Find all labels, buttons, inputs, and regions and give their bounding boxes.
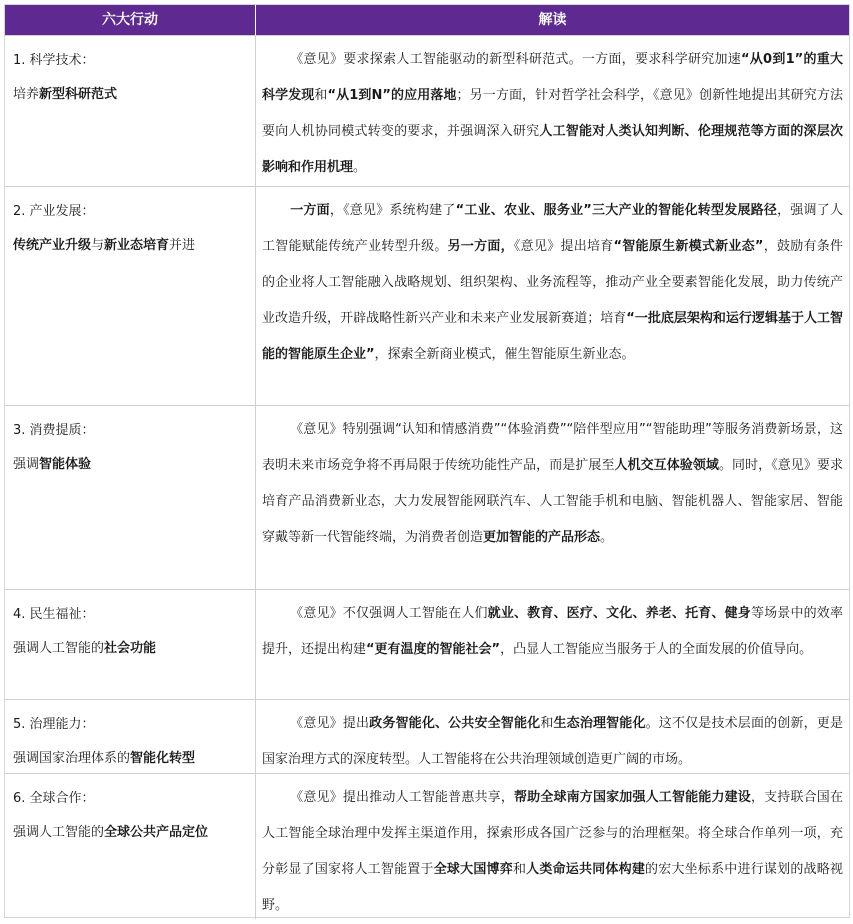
body-text: 与 (91, 238, 105, 253)
table-row (5, 699, 849, 774)
emphasis-text: “工业、农业、服务业”三大产业的智能化转型发展路径 (455, 203, 778, 218)
emphasis-text: 社会功能 (104, 641, 157, 656)
emphasis-text: 政务智能化、公共安全智能化 (369, 716, 541, 731)
emphasis-text: “更有温度的智能社会” (366, 642, 501, 657)
body-text: ，探索全新商业模式，催生智能原生新业态。 (374, 347, 635, 362)
emphasis-text: 一方面 (290, 203, 330, 218)
action-cell (5, 590, 256, 700)
emphasis-text: 更加智能的产品形态 (483, 530, 601, 545)
action-subtitle (13, 747, 195, 766)
body-text: 强调人工智能的 (13, 641, 105, 656)
emphasis-text: 另一方面， (447, 239, 514, 254)
body-text: 《意见》提出推动人工智能普惠共享， (290, 790, 514, 805)
header-interpretation: 解读 (538, 12, 567, 28)
action-cell (5, 700, 256, 774)
interpretation-cell (256, 406, 849, 590)
body-text: 培养 (13, 87, 40, 102)
body-text: 和 (512, 862, 527, 877)
table-row (5, 589, 849, 700)
interpretation-cell (256, 700, 849, 774)
interpretation-cell (256, 590, 849, 700)
emphasis-text: “一批底层架构和运行逻辑基于人工智能的智能原生企业” (262, 311, 843, 362)
action-cell (5, 406, 256, 590)
table-row (5, 35, 849, 187)
action-title: 5. 治理能力： (13, 717, 95, 732)
interpretation-text (262, 42, 843, 186)
body-text: ；另一方面，针对哲学社会科学，《意见》创新性地提出其研究方法要向人机协同模式转变的要求，并强调深入研究 (262, 88, 843, 139)
body-text: 。 (353, 160, 367, 175)
action-title: 4. 民生福祉： (13, 607, 95, 622)
body-text: 强调 (13, 457, 40, 472)
body-text: 的宏大坐标系中进行谋划的战略视野。 (262, 862, 843, 913)
emphasis-text: 就业、教育、医疗、文化、养老、托育、健身 (487, 606, 751, 621)
action-title: 2. 产业发展： (13, 204, 95, 219)
emphasis-text: 人工智能对人类认知判断、伦理规范等方面的深层次影响和作用机理 (262, 124, 843, 175)
interpretation-text (262, 706, 843, 778)
body-text: 和 (540, 716, 554, 731)
interpretation-cell (256, 774, 849, 919)
action-title: 1. 科学技术： (13, 53, 95, 68)
interpretation-text (262, 780, 843, 924)
interpretation-text (262, 193, 843, 373)
action-subtitle (13, 453, 91, 472)
emphasis-text: “从0到1”的重大科学发现 (262, 52, 843, 103)
body-text: ，支持联合国在人工智能全球治理中发挥主渠道作用，探索形成各国广泛参与的治理框架。将全球合作单列一项，充分彰显了国家将人工智能置于 (262, 790, 843, 877)
action-title: 6. 全球合作： (13, 791, 95, 806)
emphasis-text: 生态治理智能化 (553, 716, 646, 731)
emphasis-text: “从1到N”的应用落地 (327, 88, 457, 103)
action-subtitle (13, 637, 156, 656)
emphasis-text: 智能体验 (39, 457, 92, 472)
table-row (5, 405, 849, 590)
table-row (5, 186, 849, 406)
table-row (5, 773, 849, 919)
emphasis-text: 全球公共产品定位 (104, 825, 209, 840)
header-actions: 六大行动 (5, 5, 256, 35)
interpretation-cell (256, 36, 849, 187)
emphasis-text: 智能化转型 (130, 751, 196, 766)
emphasis-text: 人类命运共同体构建 (526, 862, 646, 877)
action-title: 3. 消费提质： (13, 423, 95, 438)
action-subtitle (13, 234, 195, 253)
emphasis-text: “智能原生新模式新业态” (613, 239, 764, 254)
emphasis-text: 人机交互体验领域 (614, 458, 719, 473)
interpretation-text (262, 596, 843, 668)
body-text: 。这不仅是技术层面的创新，更是国家治理方式的深度转型。人工智能将在公共治理领域创造更广阔的市场。 (262, 716, 843, 767)
body-text: 强调国家治理体系的 (13, 751, 131, 766)
body-text: 强调人工智能的 (13, 825, 105, 840)
table-header (5, 5, 849, 35)
action-subtitle (13, 821, 208, 840)
action-table (4, 4, 850, 918)
body-text: 《意见》要求探索人工智能驱动的新型科研范式。一方面，要求科学研究加速 (290, 52, 741, 67)
body-text: 和 (314, 88, 328, 103)
emphasis-text: 新业态培育 (104, 238, 170, 253)
emphasis-text: 新型科研范式 (39, 87, 118, 102)
action-cell (5, 36, 256, 187)
body-text: 。同时，《意见》要求培育产品消费新业态，大力发展智能网联汽车、人工智能手机和电脑、智能机器人、智能家居、智能穿戴等新一代智能终端，为消费者创造 (262, 458, 843, 545)
body-text: 并进 (169, 238, 196, 253)
interpretation-text (262, 412, 843, 556)
emphasis-text: 全球大国博弈 (433, 862, 513, 877)
action-subtitle (13, 83, 117, 102)
emphasis-text: 传统产业升级 (13, 238, 92, 253)
body-text: 《意见》特别强调“认知和情感消费”“体验消费”“陪伴型应用”“智能助理”等服务消费新场景，这表明未来市场竞争将不再局限于传统功能性产品，而是扩展至 (262, 422, 843, 473)
body-text: 。 (600, 530, 614, 545)
emphasis-text: 帮助全球南方国家加强人工智能能力建设 (513, 790, 751, 805)
body-text: ，鼓励有条件的企业将人工智能融入战略规划、组织架构、业务流程等，推动产业全要素智能化发展，助力传统产业改造升级，开辟战略性新兴产业和未来产业发展新赛道；培育 (262, 239, 843, 326)
body-text: 《意见》提出培育 (513, 239, 614, 254)
body-text: 《意见》提出 (290, 716, 370, 731)
body-text: ，凸显人工智能应当服务于人的全面发展的价值导向。 (500, 642, 813, 657)
interpretation-cell (256, 187, 849, 406)
body-text: ，强调了人工智能赋能传统产业转型升级。 (262, 203, 843, 254)
body-text: 等场景中的效率提升，还提出构建 (262, 606, 843, 657)
body-text: ，《意见》系统构建了 (329, 203, 456, 218)
action-cell (5, 187, 256, 406)
action-cell (5, 774, 256, 919)
body-text: 《意见》不仅强调人工智能在人们 (290, 606, 488, 621)
